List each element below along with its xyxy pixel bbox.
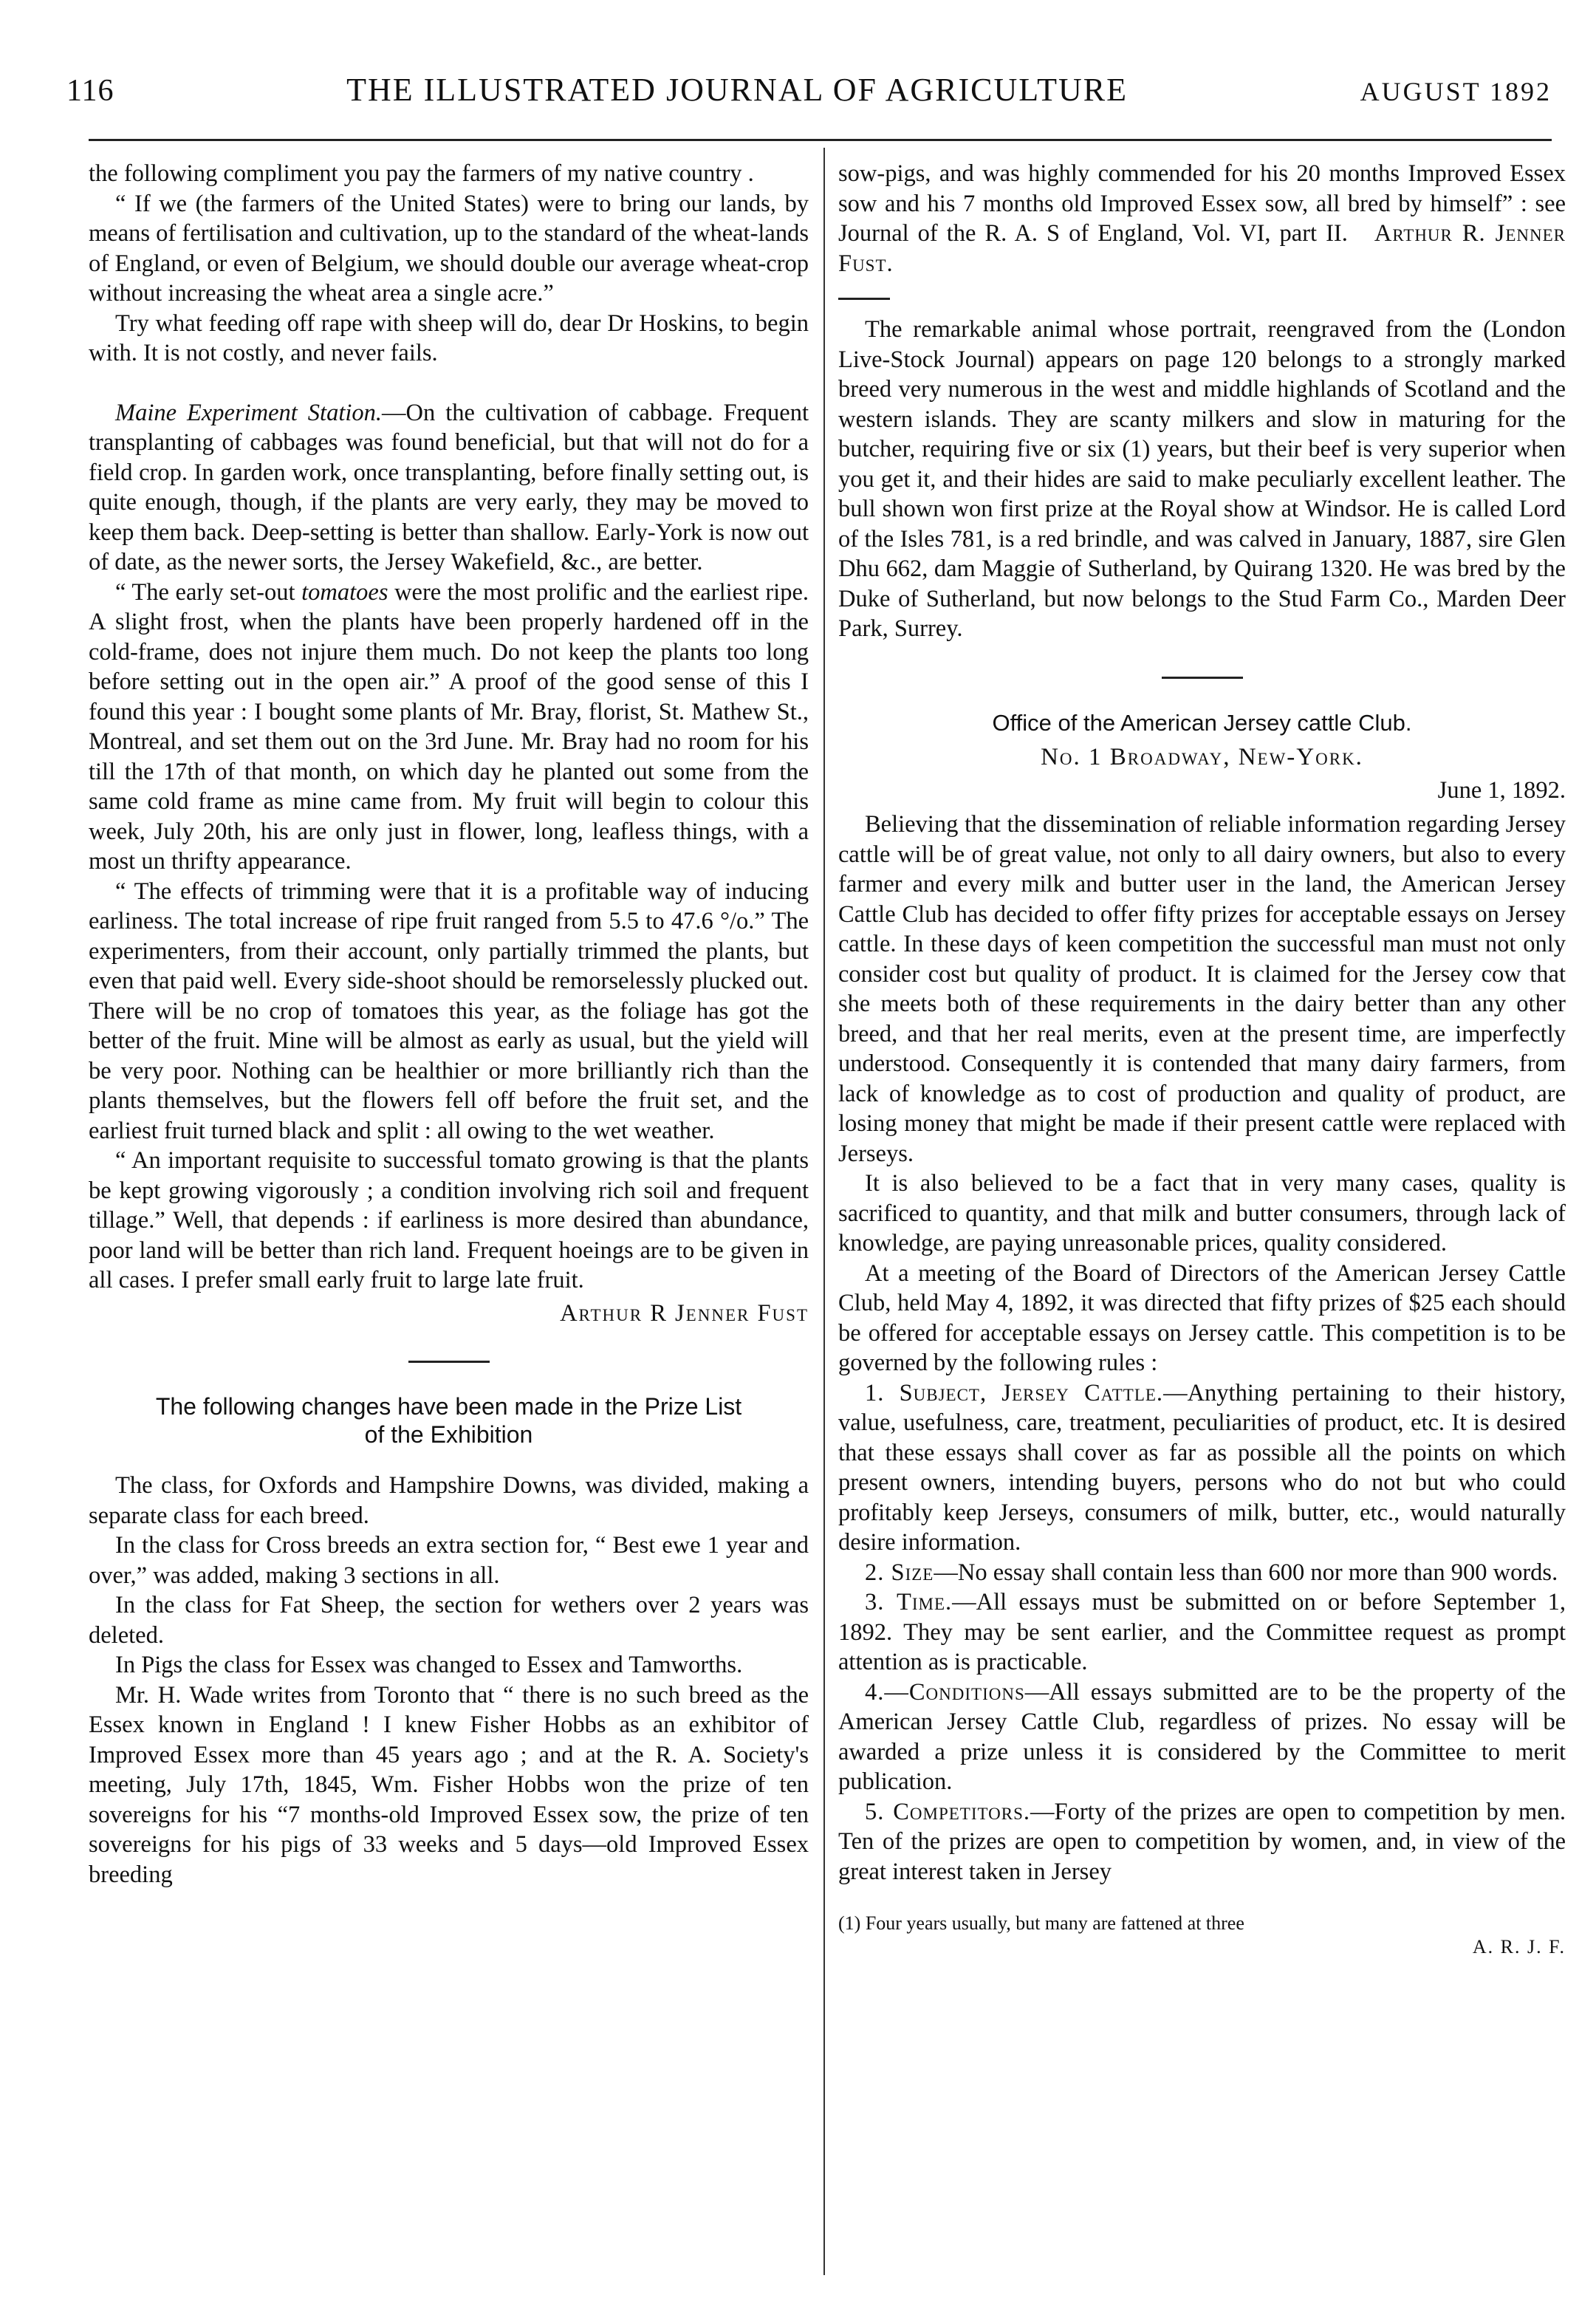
paragraph [89, 578, 809, 877]
section-rule [1162, 677, 1243, 679]
paragraph: The class, for Oxfords and Hampshire Downs, was divided, making a separate class for each breed. [89, 1472, 809, 1529]
paragraph: In Pigs the class for Essex was changed to Essex and Tamworths. [115, 1652, 743, 1678]
paragraph: “ The effects of trimming were that it is a profitable way of inducing earliness. The total increase of ripe fruit ranged from 5.5 to 47.6 °/o.” The experimenters, from their account, only partially trimmed the plants, but even that paid well. Every side-shoot should be remorselessly plucked out. There will be no crop of tomatoes this year, as the foliage has got the better of the fruit. Mine will be almost as early as usual, but the yield will be very poor. Nothing can be healthier or more brilliantly rich than the plants themselves, but the flowers fell off before the fruit set, and the earliest fruit turned black and split : all owing to the wet weather. [89, 878, 809, 1144]
heading-line: of the Exhibition [364, 1421, 533, 1448]
section-rule [408, 1361, 490, 1363]
paragraph-text: were the most prolific and the earliest ripe. A slight frost, when the plants have been properly hardened off in the cold-frame, does not injure them much. Do not keep the plants too long before setting out in the open air.” A proof of the good sense of this I found this year : I bought some plants of Mr. Bray, florist, St. Mathew St., Montreal, and set them out on the 3rd June. Mr. Bray had no room for his till the 17th of that month, on which day he planted out some from the same cold frame as mine came from. My fruit will begin to colour this week, July 20th, his are only just in flower, long, leafless things, with a most un thrifty appearance. [89, 578, 809, 875]
rule-item [838, 1587, 1566, 1678]
rule-label: 5. Competitors. [865, 1798, 1031, 1825]
journal-title: THE ILLUSTRATED JOURNAL OF AGRICULTURE [346, 72, 1128, 108]
office-heading: Office of the American Jersey cattle Club. [992, 709, 1412, 736]
right-column [838, 159, 1566, 1959]
rule-text: —All essays submitted are to be the property of the American Jersey Cattle Club, regardless of prizes. No essay will be awarded a prize unless it is considered by the Committee to merit publication. [838, 1678, 1566, 1795]
paragraph: the following compliment you pay the farmers of my native country . [89, 160, 754, 187]
paragraph [89, 398, 809, 578]
paragraph: “ An important requisite to successful tomato growing is that the plants be kept growing vigorously ; a condition involving rich soil and frequent tillage.” Well, that depends : if earliness is more desired than abundance, poor land will be better than rich land. Frequent hoeings are to be given in all cases. I prefer small early fruit to large late fruit. [89, 1147, 809, 1293]
station-name: Maine Experiment Station. [115, 399, 383, 426]
paragraph: “ If we (the farmers of the United States) were to bring our lands, by means of fertilisation and cultivation, up to the standard of the wheat-lands of England, or even of Belgium, we should double our average wheat-crop without increasing the wheat area a single acre.” [89, 190, 809, 307]
left-column [89, 159, 809, 1890]
paragraph: Mr. H. Wade writes from Toronto that “ there is no such breed as the Essex known in England ! I knew Fisher Hobbs as an exhibitor of Improved Essex more than 45 years ago ; and at the R. A. Society's meeting, July 17th, 1845, Wm. Fisher Hobbs won the prize of ten sovereigns for his “7 months-old Improved Essex sow, the prize of ten sovereigns for his pigs of 33 weeks and 5 days—old Improved Essex breeding [89, 1681, 809, 1888]
issue-date: AUGUST 1892 [1360, 77, 1552, 106]
section-heading [89, 1392, 809, 1449]
office-address: No. 1 Broadway, New-York. [1041, 744, 1363, 770]
paragraph-text: —On the cultivation of cabbage. Frequent transplanting of cabbages was found beneficial, but that will not do for a field crop. In garden work, once transplanting, before finally setting out, is quite enough, though, if the plants are very early, they may be moved to keep them back. Deep-setting is better than shallow. Early-York is now out of date, as the newer sorts, the Jersey Wakefield, &c., are better. [89, 399, 809, 575]
paragraph: Try what feeding off rape with sheep will do, dear Dr Hoskins, to begin with. It is not costly, and never fails. [89, 310, 809, 366]
emphasis: tomatoes [301, 578, 388, 606]
section-rule [838, 298, 890, 300]
rule-text: —Anything pertaining to their history, value, usefulness, care, treatment, peculiarities of product, etc. It is desired that these essays shall cover as far as possible all the points on which present owners, intending buyers, persons who do not but who could profitably keep Jerseys, consumers of milk, butter, etc., would naturally desire information. [838, 1379, 1566, 1556]
rule-label: 4.—Conditions [865, 1678, 1025, 1706]
paragraph-text: sow-pigs, and was highly commended for his 20 months Improved Essex sow and his 7 months old Improved Essex sow, all bred by himself” : see Journal of the R. A. S of England, Vol. VI, part II. [838, 160, 1566, 247]
header-rule [89, 139, 1552, 141]
heading-line: The following changes have been made in the Prize List [155, 1393, 742, 1420]
paragraph [838, 159, 1566, 278]
page-number: 116 [66, 74, 114, 108]
rule-text: —Forty of the prizes are open to competition by men. Ten of the prizes are open to competition by women, and, in view of the great interest taken in Jersey [838, 1798, 1566, 1885]
footnote-text: (1) Four years usually, but many are fattened at three [838, 1912, 1244, 1934]
paragraph-text: “ The early set-out [115, 578, 302, 606]
column-divider [823, 148, 825, 2275]
paragraph: The remarkable animal whose portrait, reengraved from the (London Live-Stock Journal) appears on page 120 belongs to a strongly marked breed very numerous in the west and middle highlands of Scotland and the western islands. They are scanty milkers and slow in maturing for the butcher, requiring five or six (1) years, but their beef is very superior when you get it, and their hides are said to make peculiarly excellent leather. The bull shown won first prize at the Royal show at Windsor. He is called Lord of the Isles 781, is a red brindle, and was calved in January, 1887, sire Glen Dhu 662, dam Maggie of Sutherland, by Quirang 1320. He was bred by the Duke of Sutherland, but now belongs to the Stud Farm Co., Marden Deer Park, Surrey. [838, 316, 1566, 642]
paragraph: In the class for Cross breeds an extra section for, “ Best ewe 1 year and over,” was added, making 3 sections in all. [89, 1532, 809, 1589]
rule-item [838, 1378, 1566, 1558]
paragraph: At a meeting of the Board of Directors of the American Jersey Cattle Club, held May 4, 1892, it was directed that fifty prizes of $25 each should be offered for acceptable essays on Jersey cattle. This competition is to be governed by the following rules : [838, 1259, 1566, 1376]
running-header [66, 71, 1552, 118]
rule-label: 3. Time. [865, 1589, 953, 1615]
footnote [838, 1912, 1566, 1959]
rule-item [838, 1678, 1566, 1797]
rule-text: —All essays must be submitted on or before September 1, 1892. They may be sent earlier, and the Committee request as prompt attention as is practicable. [838, 1589, 1566, 1675]
letter-date: June 1, 1892. [1437, 776, 1566, 804]
paragraph: Believing that the dissemination of reliable information regarding Jersey cattle will be of great value, not only to all dairy owners, but also to every farmer and every milk and butter user in the land, the American Jersey Cattle Club has decided to offer fifty prizes for acceptable essays on Jersey cattle. In these days of keen competition the successful man must not only consider cost but quality of product. It is claimed for the Jersey cow that she meets both of these requirements in the dairy better than any other breed, and that her real merits, even at the present time, are imperfectly understood. Consequently it is contended that many dairy farmers, from lack of knowledge as to cost of production and quality of product, are losing money that might be made if their present cattle were replaced with Jerseys. [838, 811, 1566, 1167]
paragraph: It is also believed to be a fact that in very many cases, quality is sacrificed to quantity, and that milk and butter consumers, through lack of knowledge, are paying unreasonable prices, quality considered. [838, 1170, 1566, 1256]
rule-item [838, 1558, 1566, 1588]
author-signature: Arthur R. Jenner Fust. [838, 220, 1566, 277]
rule-item [838, 1797, 1566, 1887]
author-signature: Arthur R Jenner Fust [560, 1299, 809, 1327]
rule-label: 2. Size [865, 1559, 934, 1586]
paragraph: In the class for Fat Sheep, the section for wethers over 2 years was deleted. [89, 1592, 809, 1649]
footnote-signature: A. R. J. F. [1472, 1936, 1566, 1957]
rule-text: —No essay shall contain less than 600 nor more than 900 words. [934, 1559, 1558, 1586]
rule-label: 1. Subject, Jersey Cattle. [865, 1379, 1164, 1406]
